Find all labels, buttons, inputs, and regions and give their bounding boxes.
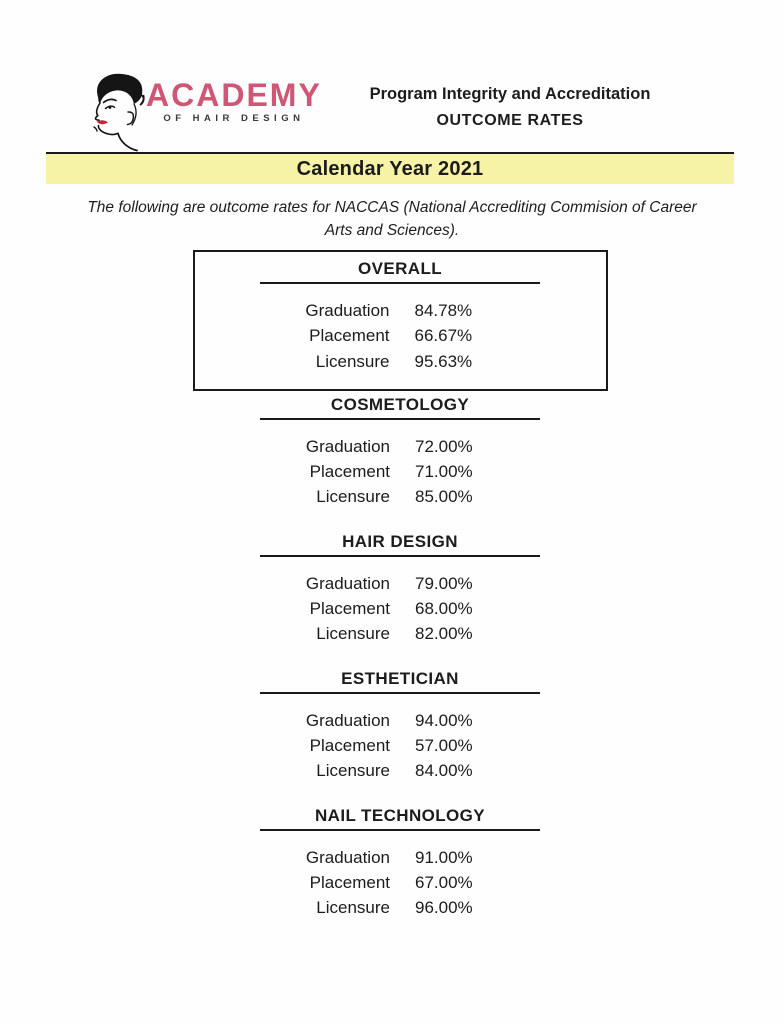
metric-rows	[190, 708, 784, 784]
section-nail-technology	[0, 806, 784, 921]
metric-row	[190, 349, 606, 374]
section-title: NAIL TECHNOLOGY	[314, 805, 486, 825]
metric-row	[190, 870, 784, 895]
metric-label: Graduation	[305, 436, 390, 456]
metric-rows	[190, 434, 784, 510]
metric-value: 68.00%	[415, 599, 473, 619]
metric-label: Licensure	[316, 761, 390, 781]
metric-value: 96.00%	[415, 898, 473, 918]
section-underline	[260, 829, 540, 831]
metric-label: Placement	[309, 599, 390, 619]
metric-label: Placement	[309, 326, 390, 346]
metric-label: Licensure	[316, 624, 390, 644]
metric-value: 91.00%	[415, 847, 473, 867]
metric-value: 82.00%	[415, 624, 473, 644]
document-header	[335, 85, 685, 130]
metric-value: 84.78%	[414, 301, 473, 320]
section-title: ESTHETICIAN	[341, 668, 459, 688]
metric-row	[190, 596, 784, 621]
metric-row	[190, 733, 784, 758]
section-title: OVERALL	[357, 259, 443, 278]
metric-row	[190, 459, 784, 484]
metric-row	[190, 434, 784, 459]
section-hair-design	[0, 532, 784, 647]
intro-paragraph: The following are outcome rates for NACCAS (National Accrediting Commision of Career Arts and Sciences).	[87, 199, 697, 239]
section-overall	[193, 250, 608, 391]
outcome-sections	[0, 250, 784, 920]
section-cosmetology	[0, 395, 784, 510]
metric-rows	[190, 571, 784, 647]
metric-value: 84.00%	[415, 761, 473, 781]
academy-logo	[84, 70, 322, 154]
header-title-line1: Program Integrity and Accreditation	[369, 85, 651, 103]
header-title-line2: OUTCOME RATES	[436, 112, 584, 129]
metric-row	[190, 895, 784, 920]
metric-label: Placement	[309, 462, 390, 482]
section-esthetician	[0, 669, 784, 784]
metric-row	[190, 621, 784, 646]
metric-value: 71.00%	[415, 462, 473, 482]
metric-label: Licensure	[316, 487, 390, 507]
metric-label: Graduation	[305, 847, 390, 867]
metric-rows	[190, 298, 606, 374]
metric-value: 72.00%	[415, 436, 473, 456]
metric-label: Placement	[309, 872, 390, 892]
metric-value: 67.00%	[415, 872, 473, 892]
metric-label: Graduation	[305, 573, 390, 593]
section-underline	[260, 692, 540, 694]
metric-row	[190, 845, 784, 870]
section-underline	[260, 282, 540, 284]
metric-value: 66.67%	[414, 326, 473, 346]
metric-rows	[190, 845, 784, 921]
metric-label: Placement	[309, 735, 390, 755]
metric-row	[190, 484, 784, 509]
metric-row	[190, 758, 784, 783]
metric-value: 95.63%	[414, 351, 473, 371]
section-underline	[260, 418, 540, 420]
metric-row	[190, 708, 784, 733]
logo-text	[146, 77, 322, 124]
banner-title: Calendar Year 2021	[296, 157, 484, 180]
metric-value: 85.00%	[415, 487, 473, 507]
metric-label: Graduation	[305, 710, 390, 730]
metric-label: Graduation	[305, 301, 390, 320]
brand-tagline: OF HAIR DESIGN	[163, 113, 305, 124]
calendar-year-banner	[46, 152, 734, 184]
metric-row	[190, 571, 784, 596]
metric-label: Licensure	[316, 898, 390, 918]
metric-value: 94.00%	[415, 710, 473, 730]
section-title: COSMETOLOGY	[330, 394, 470, 414]
metric-label: Licensure	[315, 351, 390, 371]
metric-row	[190, 323, 606, 348]
section-underline	[260, 555, 540, 557]
metric-value: 79.00%	[415, 573, 473, 593]
section-title: HAIR DESIGN	[342, 531, 458, 551]
metric-row	[190, 298, 606, 323]
brand-name: ACADEMY	[146, 77, 322, 113]
metric-value: 57.00%	[415, 735, 473, 755]
